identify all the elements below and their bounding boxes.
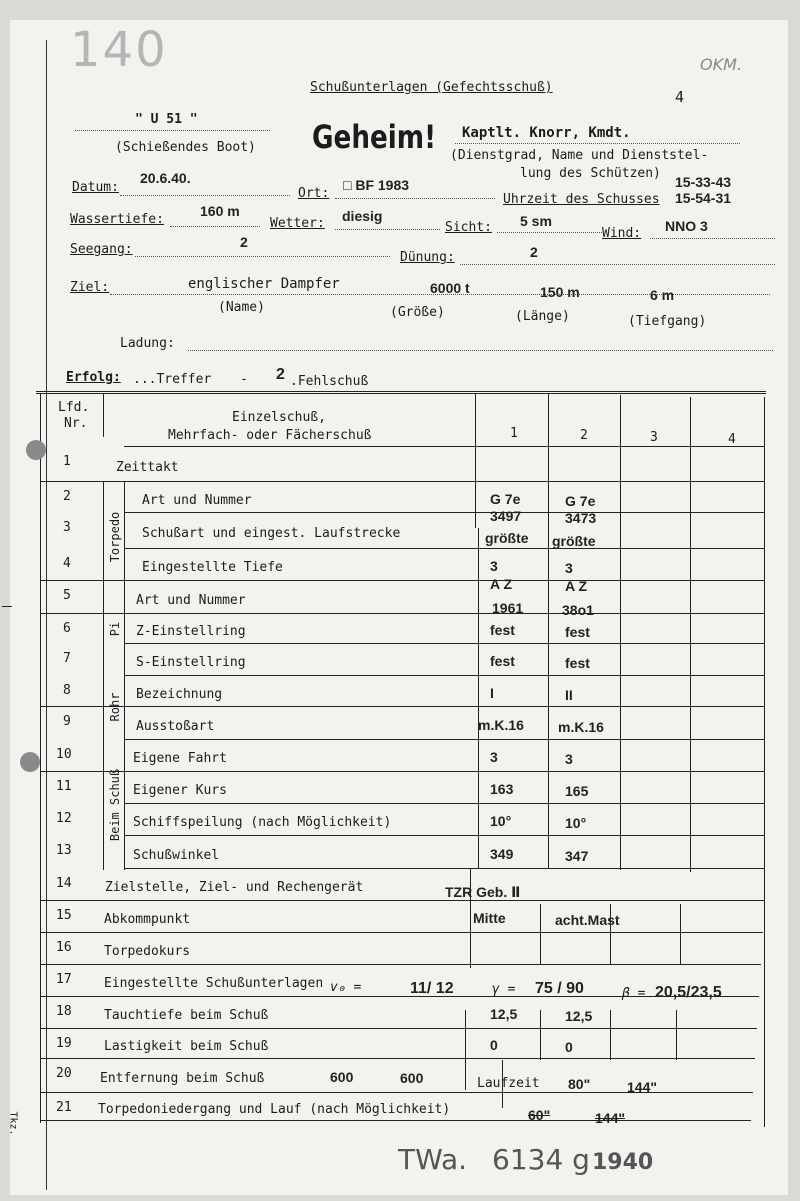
group-torpedo: Torpedo (108, 511, 122, 563)
r17-v-label: v₀ = (330, 980, 362, 995)
col-3-header: 3 (650, 430, 658, 445)
row-value-2: 3 (565, 751, 573, 767)
table-rule (40, 580, 765, 581)
r20-runtime-2: 144" (627, 1079, 657, 1095)
table-rule (40, 964, 761, 965)
row-value-2: 3473 (565, 510, 597, 526)
table-left-rule (40, 393, 41, 1123)
row-value-2: 347 (565, 848, 589, 864)
row-value-1: 3 (490, 749, 498, 765)
target-draft: 6 m (650, 287, 675, 303)
row-label: Entfernung beim Schuß (100, 1071, 265, 1086)
table-rule (40, 771, 765, 772)
r3-c1-extra: größte (485, 530, 529, 546)
table-top-rule (36, 391, 766, 392)
swell-dots (460, 264, 775, 265)
row-number: 14 (56, 876, 72, 891)
row-number: 3 (63, 520, 71, 535)
wind-value: NNO 3 (665, 218, 708, 234)
table-rule (610, 1010, 611, 1060)
table-rule (620, 395, 621, 870)
row-value-1: fest (490, 622, 515, 638)
row-value-1: 0 (490, 1037, 498, 1053)
group-column-rule (103, 482, 104, 870)
form-title: Schußunterlagen (Gefechtsschuß) (310, 80, 553, 95)
table-rule (465, 1010, 466, 1090)
visibility-value: 5 sm (520, 213, 552, 229)
row-number: 9 (63, 714, 71, 729)
table-rule (124, 739, 765, 740)
page-mark: 4 (675, 88, 685, 106)
target-label: Ziel: (70, 280, 110, 295)
header-no-2: Nr. (64, 416, 88, 431)
target-caption-name: (Name) (218, 300, 265, 315)
time-value-1: 15-33-43 (675, 174, 732, 190)
table-rule (124, 643, 765, 644)
place-dots (335, 198, 495, 199)
row-label: Zeittakt (116, 460, 179, 475)
weather-label: Wetter: (270, 216, 325, 231)
r3-c2-extra: größte (552, 533, 596, 549)
r5-c2-extra: 38o1 (562, 602, 594, 618)
row-value-2: G 7e (565, 493, 596, 509)
table-rule (40, 613, 765, 614)
row-label: Z-Einstellring (136, 624, 246, 639)
swell-label: Dünung: (400, 250, 455, 265)
row-number: 5 (63, 588, 71, 603)
punch-hole-bottom (20, 752, 40, 772)
table-rule (124, 868, 765, 869)
table-rule (540, 904, 541, 964)
place-label: Ort: (298, 186, 330, 201)
table-rule (40, 481, 765, 482)
row-label: Art und Nummer (136, 593, 246, 608)
row-value-2: 165 (565, 783, 589, 799)
target-length: 150 m (540, 284, 580, 300)
sea-value: 2 (240, 234, 248, 250)
row-number: 21 (56, 1100, 72, 1115)
col-4-header: 4 (728, 432, 736, 447)
table-rule (124, 835, 765, 836)
row-label: Art und Nummer (142, 493, 252, 508)
result-hits: ...Treffer (133, 372, 212, 387)
r17-g-value: 75 / 90 (535, 980, 584, 997)
row-label: Schußart und eingest. Laufstrecke (142, 526, 401, 541)
weather-value: diesig (342, 208, 383, 224)
commander-dots (455, 143, 740, 144)
row-value-1: A Z (490, 576, 513, 592)
target-name: englischer Dampfer (188, 276, 340, 292)
group-rohr: Rohr (108, 692, 122, 722)
row-label: Ausstoßart (136, 719, 215, 734)
row-number: 6 (63, 621, 71, 636)
header-desc-2: Mehrfach- oder Fächerschuß (168, 428, 372, 443)
depth-value: 160 m (200, 203, 240, 219)
place-value: □ BF 1983 (343, 177, 410, 193)
margin-tick (2, 606, 12, 607)
col-1-header: 1 (510, 426, 518, 441)
table-rule (124, 675, 765, 676)
row-value-1: 3497 (490, 508, 522, 524)
wind-label: Wind: (602, 226, 642, 241)
row-number: 13 (56, 843, 72, 858)
row-label: S-Einstellring (136, 655, 246, 670)
r21-time-2-struck: 144" (595, 1110, 625, 1126)
table-top-rule (36, 393, 766, 394)
row-number: 11 (56, 779, 72, 794)
archive-stamp-number: 6134 g (492, 1143, 590, 1176)
row-value-2: 0 (565, 1039, 573, 1055)
table-rule (676, 1010, 677, 1060)
row-label: Schußwinkel (133, 848, 220, 863)
table-rule (40, 1058, 755, 1059)
r20-runtime-1: 80" (568, 1076, 591, 1092)
r17-b-value: 20,5/23,5 (655, 984, 722, 1001)
row-number: 7 (63, 651, 71, 666)
table-rule (124, 446, 765, 447)
archive-stamp-prefix: TWa. (398, 1143, 468, 1176)
row-number: 18 (56, 1004, 72, 1019)
table-rule (40, 1028, 757, 1029)
page-number: 140 (70, 22, 168, 78)
visibility-dots (497, 232, 602, 233)
row-number: 17 (56, 972, 72, 987)
table-rule (475, 393, 476, 528)
visibility-label: Sicht: (445, 220, 492, 235)
row-number: 12 (56, 811, 72, 826)
table-rule (540, 1010, 541, 1060)
commander-caption-2: lung des Schützen) (520, 166, 661, 181)
row-label: Zielstelle, Ziel- und Rechengerät (105, 880, 364, 895)
margin-line (46, 40, 47, 1190)
result-label: Erfolg: (66, 370, 121, 385)
header-desc-1: Einzelschuß, (232, 410, 326, 425)
group-pi: Pi (108, 621, 122, 637)
time-value-2: 15-54-31 (675, 190, 732, 206)
commander-caption-1: (Dienstgrad, Name und Dienststel- (450, 148, 709, 163)
row-number: 15 (56, 908, 72, 923)
r14-value: TZR Geb. Ⅱ (445, 884, 521, 900)
row-label: Lastigkeit beim Schuß (104, 1039, 269, 1054)
date-label: Datum: (72, 180, 119, 195)
commander-value: Kaptlt. Knorr, Kmdt. (462, 125, 631, 141)
date-value: 20.6.40. (140, 170, 191, 186)
row-label: Eigener Kurs (133, 783, 227, 798)
table-rule (40, 996, 759, 997)
r21-time-1-struck: 60" (528, 1107, 551, 1123)
target-caption-size: (Größe) (390, 305, 445, 320)
row-value-2: acht.Mast (555, 912, 620, 928)
pencil-note: OKM. (700, 55, 742, 74)
row-label: Eingestellte Schußunterlagen (104, 976, 324, 991)
secret-stamp: Geheim! (312, 118, 437, 156)
table-rule (40, 932, 763, 933)
row-value-2: 10° (565, 815, 587, 831)
row-label: Eigene Fahrt (133, 751, 227, 766)
archive-stamp-year: 1940 (592, 1150, 654, 1175)
row-value-1: Mitte (473, 910, 506, 926)
cargo-label: Ladung: (120, 336, 175, 351)
table-rule (478, 528, 479, 868)
table-rule (124, 512, 765, 513)
group-beim-schuss: Beim Schuß (108, 768, 122, 842)
table-rule (103, 393, 104, 437)
group-column-rule (124, 482, 125, 870)
row-number: 19 (56, 1036, 72, 1051)
date-dots (120, 195, 290, 196)
row-value-1: 12,5 (490, 1006, 518, 1022)
table-right-rule (764, 397, 765, 1127)
boat-name: " U 51 " (135, 112, 198, 127)
time-label: Uhrzeit des Schusses (503, 192, 660, 207)
wind-dots (650, 238, 775, 239)
result-dash: - (240, 372, 248, 387)
table-rule (680, 904, 681, 964)
row-value-2: m.K.16 (558, 719, 604, 735)
table-rule (40, 1120, 751, 1121)
result-misses-label: .Fehlschuß (290, 374, 369, 389)
row-value-2: fest (565, 655, 590, 671)
row-value-2: II (565, 687, 573, 703)
row-value-1: 163 (490, 781, 514, 797)
swell-value: 2 (530, 244, 538, 260)
row-label: Tauchtiefe beim Schuß (104, 1008, 269, 1023)
sea-label: Seegang: (70, 242, 133, 257)
target-caption-length: (Länge) (515, 309, 570, 324)
col-2-header: 2 (580, 428, 588, 443)
row-label: Eingestellte Tiefe (142, 560, 283, 575)
r17-v-value: 11/ 12 (410, 980, 454, 997)
table-rule (470, 868, 471, 968)
row-number: 20 (56, 1066, 72, 1081)
cargo-dots (188, 350, 773, 351)
row-number: 4 (63, 556, 71, 571)
boat-caption: (Schießendes Boot) (115, 140, 256, 155)
row-value-2: A Z (565, 578, 588, 594)
target-size: 6000 t (430, 280, 470, 296)
row-label: Torpedokurs (104, 944, 191, 959)
r17-g-label: γ = (492, 982, 516, 997)
r17-b-label: β = (622, 986, 646, 1001)
row-value-2: fest (565, 624, 590, 640)
table-rule (690, 397, 691, 872)
boat-dots (75, 130, 270, 131)
depth-label: Wassertiefe: (70, 212, 164, 227)
sea-dots (135, 256, 390, 257)
result-misses-value: 2 (276, 366, 285, 383)
header-no: Lfd. (58, 400, 90, 415)
row-number: 2 (63, 489, 71, 504)
row-number: 16 (56, 940, 72, 955)
row-label: Abkommpunkt (104, 912, 191, 927)
row-label: Bezeichnung (136, 687, 223, 702)
depth-dots (170, 226, 260, 227)
punch-hole-top (26, 440, 46, 460)
r5-c1-extra: 1961 (492, 600, 524, 616)
row-value-1: 349 (490, 846, 514, 862)
row-value-1: fest (490, 653, 515, 669)
r20-dist-2: 600 (400, 1070, 424, 1086)
row-value-1: G 7e (490, 491, 521, 507)
weather-dots (335, 229, 440, 230)
margin-mark: Tkz. (7, 1111, 19, 1136)
row-number: 10 (56, 747, 72, 762)
row-value-1: I (490, 685, 494, 701)
table-rule (124, 548, 765, 549)
table-rule (40, 900, 765, 901)
row-value-1: 10° (490, 813, 512, 829)
table-rule (40, 706, 765, 707)
r20-runtime-label: Laufzeit (477, 1076, 540, 1091)
r20-dist-1: 600 (330, 1069, 354, 1085)
table-rule (548, 393, 549, 868)
row-value-1: m.K.16 (478, 717, 524, 733)
row-label: Torpedoniedergang und Lauf (nach Möglichkeit) (98, 1102, 451, 1117)
row-value-2: 3 (565, 560, 573, 576)
table-rule (124, 803, 765, 804)
row-value-1: 3 (490, 558, 498, 574)
row-number: 8 (63, 683, 71, 698)
row-value-2: 12,5 (565, 1008, 593, 1024)
target-caption-draft: (Tiefgang) (628, 314, 707, 329)
row-label: Schiffspeilung (nach Möglichkeit) (133, 815, 392, 830)
row-number: 1 (63, 454, 71, 469)
